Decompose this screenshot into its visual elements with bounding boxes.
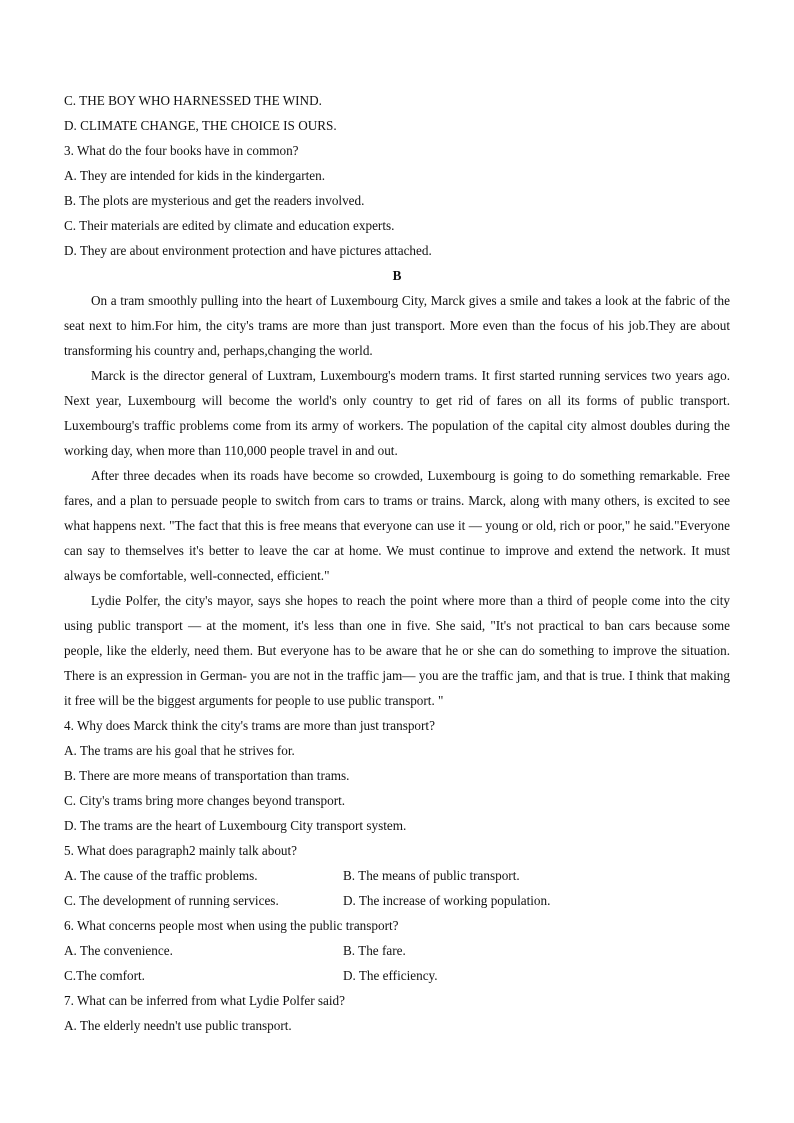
option-line: B. There are more means of transportation than trams. <box>64 768 350 783</box>
option-c: C. The development of running services. <box>64 893 279 908</box>
option-line: A. The trams are his goal that he strives for. <box>64 743 295 758</box>
section-heading: B <box>392 268 402 283</box>
exam-page <box>64 88 730 1038</box>
option-a: A. The cause of the traffic problems. <box>64 868 258 883</box>
passage-paragraph: On a tram smoothly pulling into the heart of Luxembourg City, Marck gives a smile and takes a look at the fabric of the seat next to him.For him, the city's trams are more than just transport. More even than the focus of his job.They are about transforming his country and, perhaps,changing the world. <box>64 293 730 358</box>
option-line: D. The trams are the heart of Luxembourg City transport system. <box>64 818 407 833</box>
option-b: B. The fare. <box>343 943 406 958</box>
question-line: 6. What concerns people most when using the public transport? <box>64 918 399 933</box>
option-c: C.The comfort. <box>64 968 145 983</box>
option-line: B. The plots are mysterious and get the readers involved. <box>64 193 365 208</box>
question-line: 3. What do the four books have in common? <box>64 143 299 158</box>
option-line: C. Their materials are edited by climate and education experts. <box>64 218 395 233</box>
option-b: B. The means of public transport. <box>343 868 520 883</box>
question-line: 5. What does paragraph2 mainly talk about? <box>64 843 298 858</box>
passage-paragraph: Marck is the director general of Luxtram, Luxembourg's modern trams. It first started running services two years ago. Next year, Luxembourg will become the world's only country to get rid of fares on all its forms of public transport. Luxembourg's traffic problems come from its army of workers. The population of the capital city almost doubles during the working day, when more than 110,000 people travel in and out. <box>64 368 730 458</box>
passage-paragraph: After three decades when its roads have become so crowded, Luxembourg is going to do something remarkable. Free fares, and a plan to persuade people to switch from cars to trams or trains. Marck, along with many others, is excited to see what happens next. "The fact that this is free means that everyone can use it — young or old, rich or poor," he said."Everyone can say to themselves it's better to leave the car at home. We must continue to improve and extend the network. It must always be comfortable, well-connected, efficient." <box>64 468 730 583</box>
question-line: 4. Why does Marck think the city's trams are more than just transport? <box>64 718 435 733</box>
option-row <box>64 938 730 963</box>
option-row <box>64 863 730 888</box>
option-line: D. They are about environment protection and have pictures attached. <box>64 243 432 258</box>
option-row <box>64 888 730 913</box>
option-line: D. CLIMATE CHANGE, THE CHOICE IS OURS. <box>64 118 337 133</box>
option-line: A. The elderly needn't use public transport. <box>64 1018 292 1033</box>
passage-paragraph: Lydie Polfer, the city's mayor, says she hopes to reach the point where more than a third of people come into the city using public transport — at the moment, it's less than one in five. She said, "It's not practical to ban cars because some people, like the elderly, need them. But everyone has to be aware that he or she can do something to improve the situation. There is an expression in German- you are not in the traffic jam— you are the traffic jam, and that is true. I think that making it free will be the biggest arguments for people to use public transport. " <box>64 593 730 708</box>
option-row <box>64 963 730 988</box>
option-a: A. The convenience. <box>64 943 173 958</box>
option-line: C. THE BOY WHO HARNESSED THE WIND. <box>64 93 322 108</box>
option-line: C. City's trams bring more changes beyond transport. <box>64 793 346 808</box>
question-line: 7. What can be inferred from what Lydie Polfer said? <box>64 993 345 1008</box>
option-line: A. They are intended for kids in the kindergarten. <box>64 168 325 183</box>
option-d: D. The efficiency. <box>343 968 438 983</box>
option-d: D. The increase of working population. <box>343 893 551 908</box>
